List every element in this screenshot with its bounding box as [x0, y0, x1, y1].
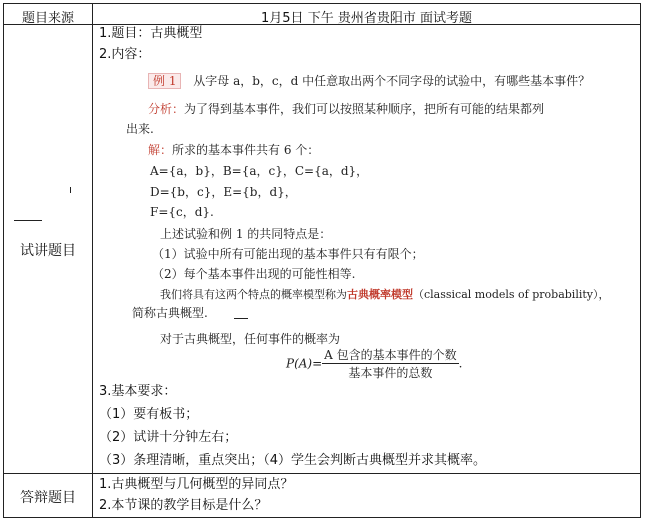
- exam-table: [3, 3, 641, 518]
- common-intro: 上述试验和例 1 的共同特点是：: [160, 227, 332, 241]
- solution-line: [148, 141, 319, 158]
- formula-denominator: 基本事件的总数: [348, 366, 433, 380]
- lecture-label: 试讲题目: [20, 243, 76, 259]
- formula-intro: 对于古典概型，任何事件的概率为: [160, 332, 341, 346]
- example-tag: 例 1: [148, 73, 181, 89]
- analysis-text: 为了得到基本事件，我们可以按照某种顺序，把所有可能的结果都列: [184, 102, 545, 116]
- stray-mark: [234, 318, 248, 319]
- defense-question-1: 1.古典概型与几何概型的异同点？: [99, 477, 294, 492]
- definition-post: （classical models of probability），: [413, 288, 610, 301]
- column-divider: [92, 4, 93, 517]
- analysis-tag: 分析：: [148, 102, 185, 116]
- source-value: 1月5日 下午 贵州省贵阳市 面试考题: [261, 11, 472, 26]
- definition-line: [160, 286, 610, 302]
- probability-formula: [286, 346, 462, 381]
- definition-line-2: 简称古典概型.: [132, 306, 208, 320]
- requirement-3: （3）条理清晰，重点突出；（4）学生会判断古典概型并求其概率。: [99, 453, 487, 468]
- lecture-title: 1.题目：古典概型: [99, 26, 203, 41]
- formula-lhs: P(A)=: [286, 356, 323, 371]
- analysis-line-2: 出来.: [126, 122, 154, 136]
- solution-text: 所求的基本事件共有 6 个：: [172, 143, 320, 157]
- formula-numerator: A 包含的基本事件的个数: [324, 348, 457, 362]
- defense-label: 答辩题目: [20, 490, 76, 506]
- events-line-3: F={c，d}.: [150, 205, 214, 219]
- events-line-1: A={a，b}，B={a，c}，C={a，d}，: [150, 164, 369, 178]
- example-text: 从字母 a，b，c，d 中任意取出两个不同字母的试验中，有哪些基本事件？: [193, 74, 591, 88]
- solution-tag: 解：: [148, 143, 173, 157]
- stray-line: [14, 220, 42, 221]
- feature-1: （1）试验中所有可能出现的基本事件只有有限个；: [152, 247, 424, 261]
- feature-2: （2）每个基本事件出现的可能性相等.: [152, 267, 356, 281]
- formula-fraction: [322, 346, 458, 381]
- requirements-title: 3.基本要求：: [99, 384, 177, 399]
- definition-pre: 我们将具有这两个特点的概率模型称为: [160, 288, 347, 301]
- analysis-line: [148, 100, 544, 117]
- definition-term: 古典概率模型: [347, 288, 413, 301]
- stray-mark: [70, 187, 71, 193]
- lecture-content-label: 2.内容：: [99, 47, 151, 62]
- events-line-2: D={b，c}，E={b，d}，: [150, 185, 297, 199]
- defense-question-2: 2.本节课的教学目标是什么？: [99, 498, 268, 513]
- formula-end: .: [458, 356, 463, 371]
- requirement-1: （1）要有板书；: [99, 407, 199, 422]
- example-line: [148, 72, 590, 89]
- source-label: 题目来源: [21, 11, 74, 26]
- requirement-2: （2）试讲十分钟左右；: [99, 430, 238, 445]
